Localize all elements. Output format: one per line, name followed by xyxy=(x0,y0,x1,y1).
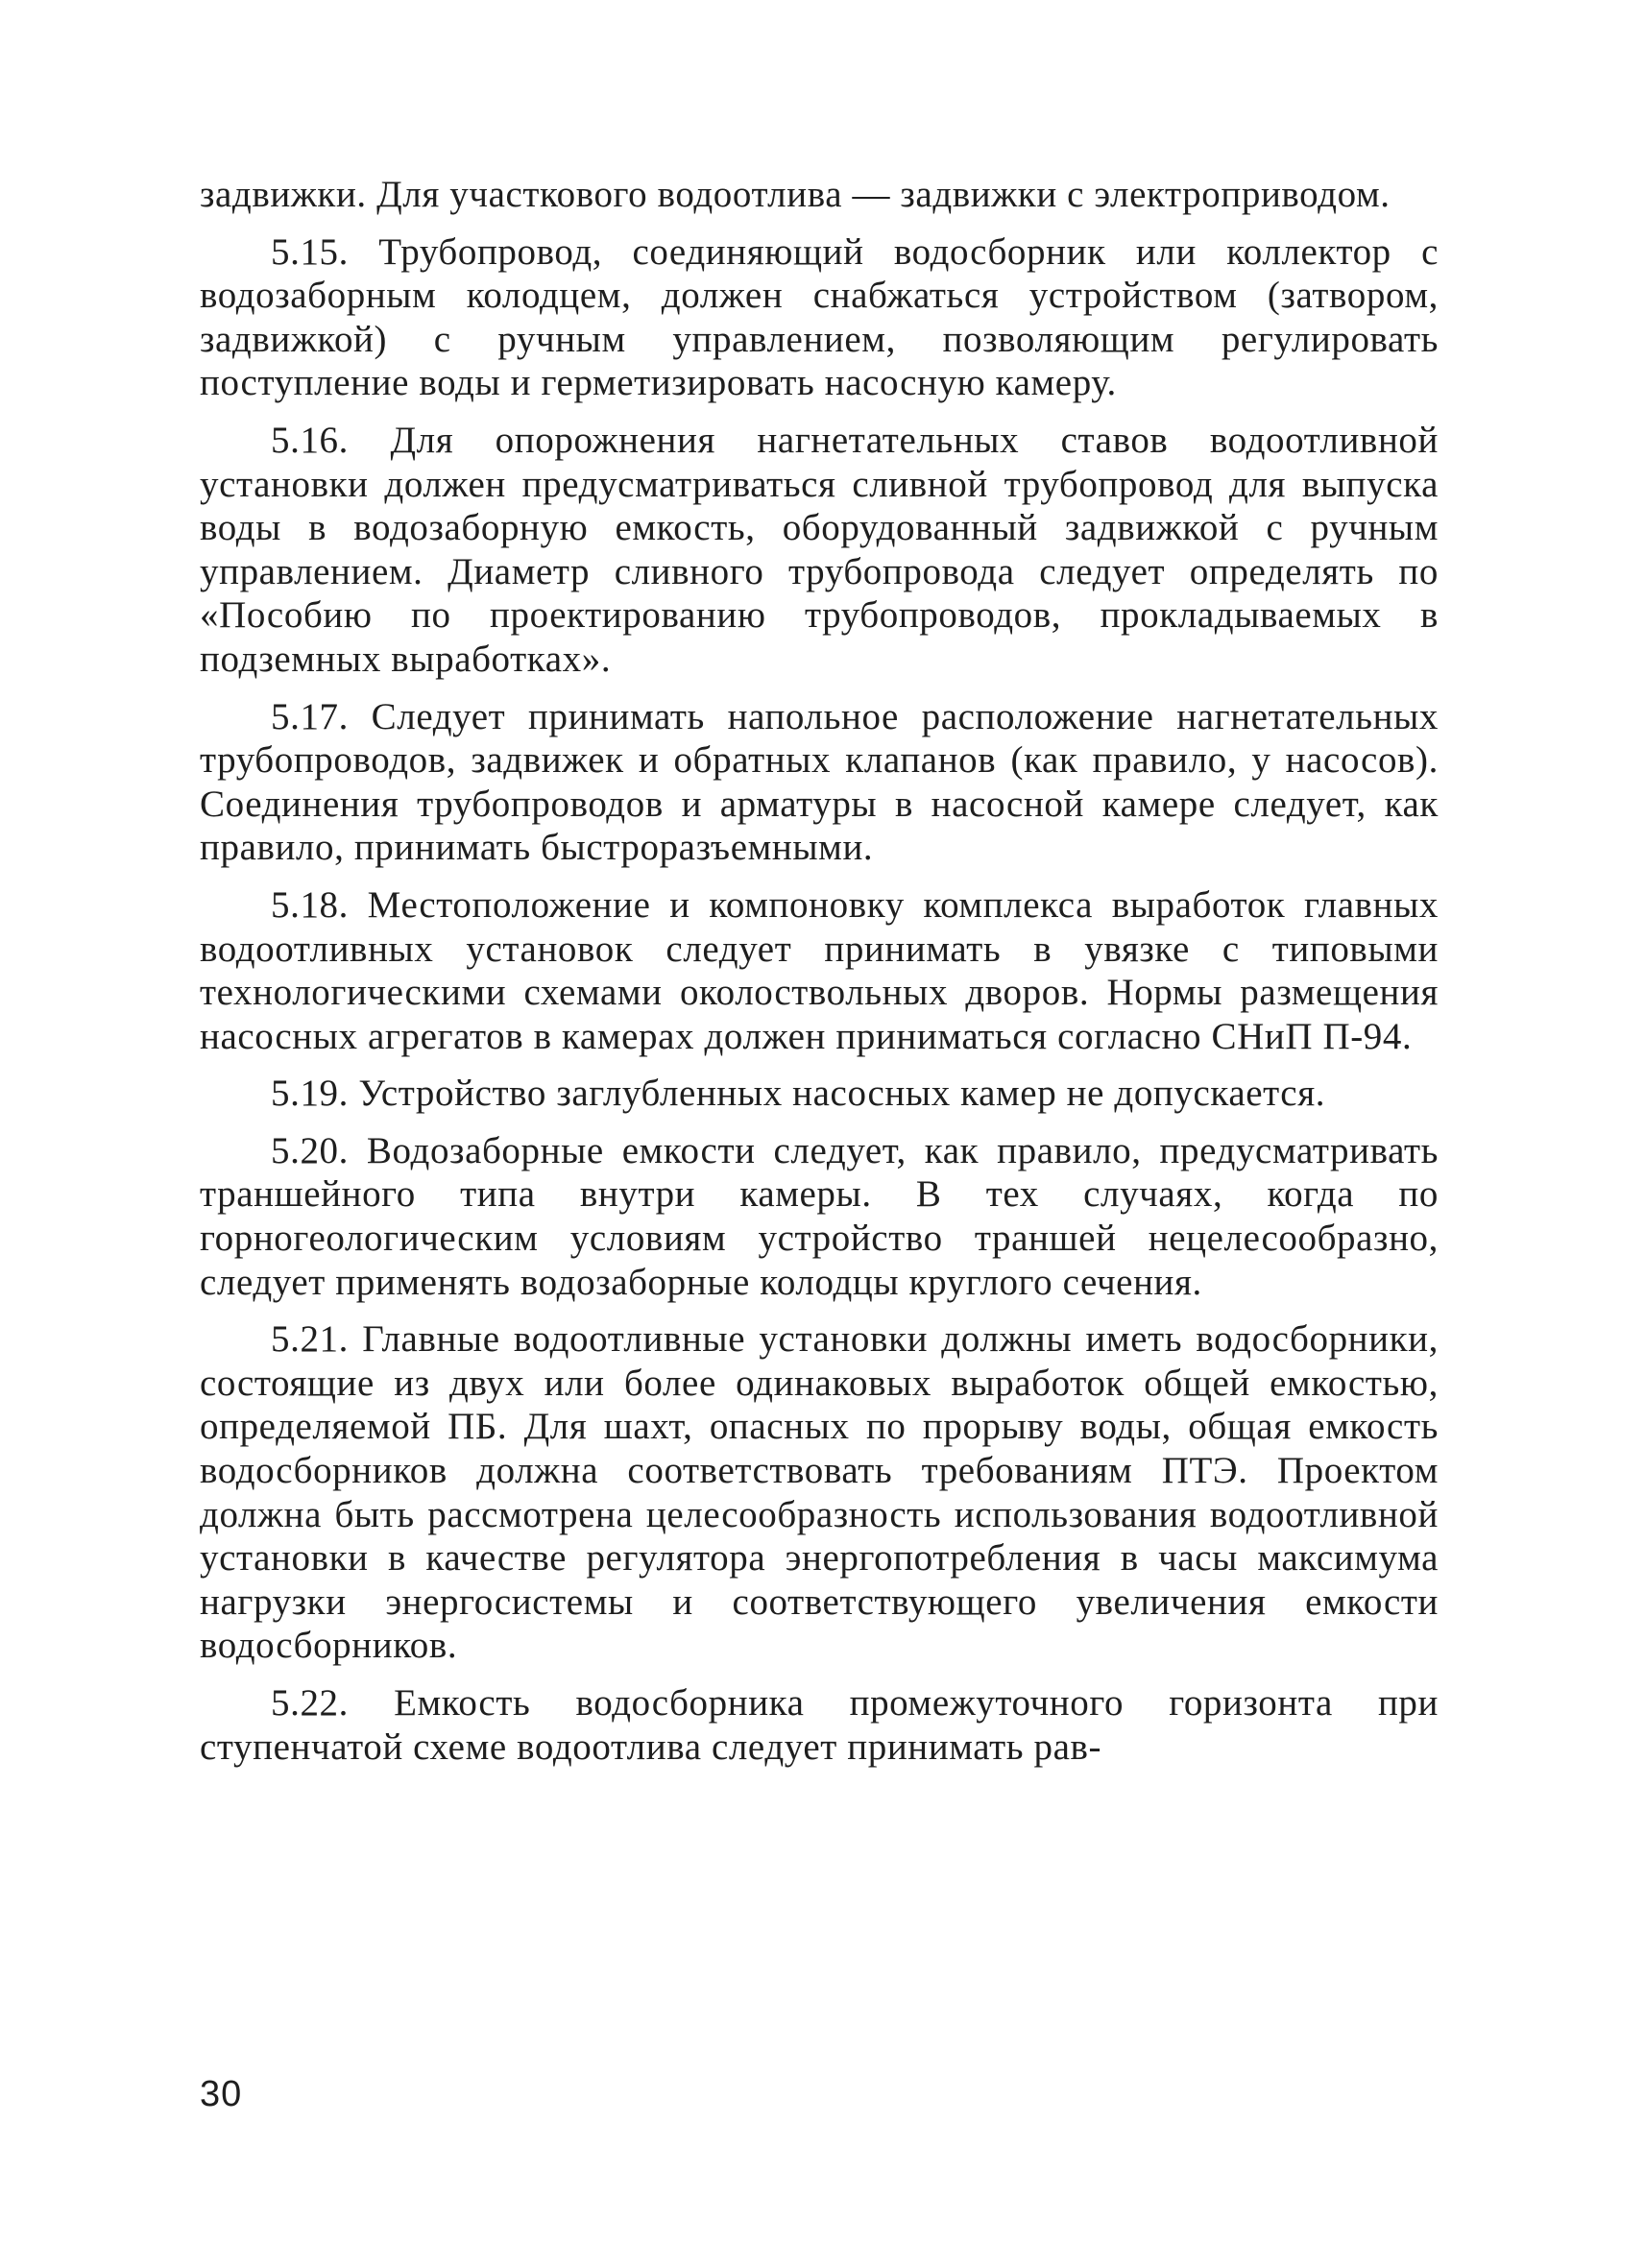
paragraph-continuation: задвижки. Для участкового водоотлива — задвижки с электроприводом. xyxy=(200,174,1391,215)
paragraph-5-22: 5.22. Емкость водосборника промежуточного горизонта при ступенчатой схеме водоотлива следует принимать рав- xyxy=(200,1682,1439,1768)
document-page xyxy=(200,173,1439,1782)
paragraph-5-18: 5.18. Местоположение и компоновку комплекса выработок главных водоотливных установок следует принимать в увязке с типовыми технологическими схемами околоствольных дворов. Нормы размещения насосных агрегатов в камерах должен приниматься согласно СНиП П-94. xyxy=(200,883,1439,1057)
paragraph-5-20: 5.20. Водозаборные емкости следует, как правило, предусматривать траншейного типа внутри камеры. В тех случаях, когда по горногеологическим условиям устройство траншей нецелесообразно, следует применять водозаборные колодцы круглого сечения. xyxy=(200,1129,1439,1303)
paragraph-5-15: 5.15. Трубопровод, соединяющий водосборник или коллектор с водозаборным колодцем, должен снабжаться устройством (затвором, задвижкой) с ручным управлением, позволяющим регулировать поступление воды и герметизировать насосную камеру. xyxy=(200,230,1439,404)
paragraph-5-21: 5.21. Главные водоотливные установки должны иметь водосборники, состоящие из двух или более одинаковых выработок общей емкостью, определяемой ПБ. Для шахт, опасных по прорыву воды, общая емкость водосборников должна соответствовать требованиям ПТЭ. Проектом должна быть рассмотрена целесообразность использования водоотливной установки в качестве регулятора энергопотребления в часы максимума нагрузки энергосистемы и соответствующего увеличения емкости водосборников. xyxy=(200,1318,1439,1667)
paragraph-5-19: 5.19. Устройство заглубленных насосных камер не допускается. xyxy=(271,1073,1326,1115)
page-number: 30 xyxy=(200,2074,243,2114)
paragraph-5-16: 5.16. Для опорожнения нагнетательных ставов водоотливной установки должен предусматриваться сливной трубопровод для выпуска воды в водозаборную емкость, оборудованный задвижкой с ручным управлением. Диаметр сливного трубопровода следует определять по «Пособию по проектированию трубопроводов, прокладываемых в подземных выработках». xyxy=(200,419,1439,680)
paragraph-5-17: 5.17. Следует принимать напольное расположение нагнетательных трубопроводов, задвижек и обратных клапанов (как правило, у насосов). Соединения трубопроводов и арматуры в насосной камере следует, как правило, принимать быстроразъемными. xyxy=(200,695,1439,869)
